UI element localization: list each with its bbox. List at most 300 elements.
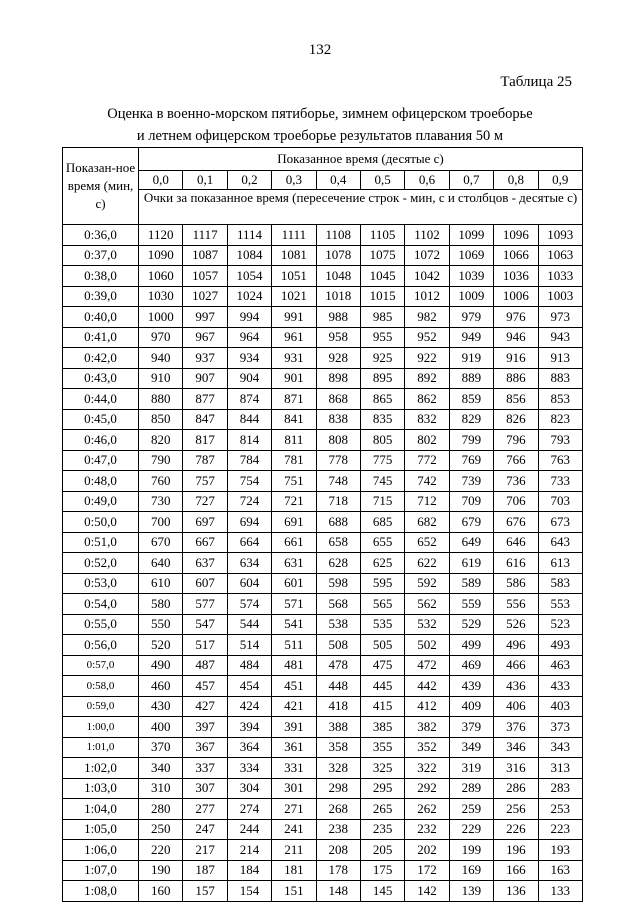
table-row <box>63 307 583 328</box>
score-cell: 352 <box>405 737 449 758</box>
score-cell: 241 <box>272 819 316 840</box>
table-row <box>63 881 583 902</box>
score-cell: 181 <box>272 860 316 881</box>
table-row <box>63 676 583 697</box>
score-cell: 1006 <box>494 286 538 307</box>
time-header: Показанное время (десятые с) <box>139 148 583 171</box>
score-cell: 154 <box>227 881 271 902</box>
row-time-cell: 0:51,0 <box>63 532 139 553</box>
score-cell: 598 <box>316 573 360 594</box>
table-row <box>63 758 583 779</box>
tenths-header-cell: 0,4 <box>316 171 360 190</box>
score-cell: 658 <box>316 532 360 553</box>
score-cell: 706 <box>494 491 538 512</box>
score-cell: 760 <box>139 471 183 492</box>
score-cell: 595 <box>360 573 404 594</box>
score-cell: 943 <box>538 327 583 348</box>
score-cell: 934 <box>227 348 271 369</box>
score-cell: 790 <box>139 450 183 471</box>
row-time-cell: 0:46,0 <box>63 430 139 451</box>
score-cell: 892 <box>405 368 449 389</box>
score-cell: 1105 <box>360 225 404 246</box>
table-row <box>63 717 583 738</box>
score-cell: 652 <box>405 532 449 553</box>
score-cell: 610 <box>139 573 183 594</box>
score-cell: 199 <box>449 840 493 861</box>
score-cell: 433 <box>538 676 583 697</box>
stub-header: Показан-ное время (мин, с) <box>63 148 139 225</box>
row-time-cell: 0:41,0 <box>63 327 139 348</box>
score-cell: 670 <box>139 532 183 553</box>
score-cell: 175 <box>360 860 404 881</box>
score-cell: 364 <box>227 737 271 758</box>
score-cell: 484 <box>227 655 271 676</box>
row-time-cell: 0:44,0 <box>63 389 139 410</box>
score-cell: 865 <box>360 389 404 410</box>
row-time-cell: 0:45,0 <box>63 409 139 430</box>
score-cell: 214 <box>227 840 271 861</box>
row-time-cell: 1:02,0 <box>63 758 139 779</box>
tenths-header-cell: 0,5 <box>360 171 404 190</box>
score-cell: 502 <box>405 635 449 656</box>
table-row <box>63 553 583 574</box>
row-time-cell: 0:47,0 <box>63 450 139 471</box>
score-cell: 751 <box>272 471 316 492</box>
score-cell: 556 <box>494 594 538 615</box>
score-cell: 1099 <box>449 225 493 246</box>
score-cell: 913 <box>538 348 583 369</box>
row-time-cell: 1:08,0 <box>63 881 139 902</box>
score-cell: 1033 <box>538 266 583 287</box>
row-time-cell: 0:53,0 <box>63 573 139 594</box>
score-cell: 715 <box>360 491 404 512</box>
score-cell: 424 <box>227 696 271 717</box>
score-cell: 994 <box>227 307 271 328</box>
score-cell: 331 <box>272 758 316 779</box>
row-time-cell: 0:50,0 <box>63 512 139 533</box>
score-cell: 532 <box>405 614 449 635</box>
score-cell: 160 <box>139 881 183 902</box>
score-cell: 622 <box>405 553 449 574</box>
score-cell: 841 <box>272 409 316 430</box>
score-cell: 796 <box>494 430 538 451</box>
score-cell: 823 <box>538 409 583 430</box>
score-cell: 871 <box>272 389 316 410</box>
score-cell: 724 <box>227 491 271 512</box>
score-cell: 964 <box>227 327 271 348</box>
score-cell: 415 <box>360 696 404 717</box>
score-cell: 247 <box>183 819 227 840</box>
score-cell: 955 <box>360 327 404 348</box>
table-row <box>63 696 583 717</box>
row-time-cell: 1:07,0 <box>63 860 139 881</box>
score-cell: 196 <box>494 840 538 861</box>
score-cell: 250 <box>139 819 183 840</box>
score-cell: 793 <box>538 430 583 451</box>
score-cell: 454 <box>227 676 271 697</box>
score-cell: 496 <box>494 635 538 656</box>
table-row <box>63 819 583 840</box>
score-cell: 631 <box>272 553 316 574</box>
score-cell: 460 <box>139 676 183 697</box>
score-cell: 997 <box>183 307 227 328</box>
score-cell: 1063 <box>538 245 583 266</box>
score-cell: 883 <box>538 368 583 389</box>
score-cell: 178 <box>316 860 360 881</box>
score-cell: 166 <box>494 860 538 881</box>
score-cell: 901 <box>272 368 316 389</box>
table-row <box>63 840 583 861</box>
table-row <box>63 430 583 451</box>
score-cell: 592 <box>405 573 449 594</box>
score-cell: 301 <box>272 778 316 799</box>
score-cell: 571 <box>272 594 316 615</box>
score-cell: 286 <box>494 778 538 799</box>
score-cell: 1057 <box>183 266 227 287</box>
score-cell: 229 <box>449 819 493 840</box>
score-cell: 406 <box>494 696 538 717</box>
score-cell: 1054 <box>227 266 271 287</box>
score-cell: 1027 <box>183 286 227 307</box>
row-time-cell: 0:59,0 <box>63 696 139 717</box>
score-cell: 409 <box>449 696 493 717</box>
table-row <box>63 594 583 615</box>
score-cell: 211 <box>272 840 316 861</box>
score-cell: 265 <box>360 799 404 820</box>
title-line-1: Оценка в военно-морском пятиборье, зимнем офицерском троеборье <box>107 106 533 122</box>
score-cell: 472 <box>405 655 449 676</box>
score-cell: 928 <box>316 348 360 369</box>
score-cell: 988 <box>316 307 360 328</box>
score-cell: 949 <box>449 327 493 348</box>
page-number: 132 <box>308 42 332 58</box>
score-cell: 808 <box>316 430 360 451</box>
score-cell: 547 <box>183 614 227 635</box>
row-time-cell: 0:43,0 <box>63 368 139 389</box>
table-row <box>63 368 583 389</box>
score-cell: 559 <box>449 594 493 615</box>
score-cell: 745 <box>360 471 404 492</box>
table-row <box>63 266 583 287</box>
score-cell: 1009 <box>449 286 493 307</box>
score-cell: 298 <box>316 778 360 799</box>
tenths-header-cell: 0,1 <box>183 171 227 190</box>
score-cell: 1048 <box>316 266 360 287</box>
score-cell: 163 <box>538 860 583 881</box>
score-cell: 550 <box>139 614 183 635</box>
score-cell: 568 <box>316 594 360 615</box>
row-time-cell: 0:48,0 <box>63 471 139 492</box>
score-cell: 187 <box>183 860 227 881</box>
score-cell: 226 <box>494 819 538 840</box>
score-cell: 733 <box>538 471 583 492</box>
score-cell: 493 <box>538 635 583 656</box>
score-cell: 526 <box>494 614 538 635</box>
table-row <box>63 389 583 410</box>
score-cell: 691 <box>272 512 316 533</box>
score-cell: 553 <box>538 594 583 615</box>
score-cell: 601 <box>272 573 316 594</box>
score-cell: 172 <box>405 860 449 881</box>
score-cell: 1087 <box>183 245 227 266</box>
score-cell: 709 <box>449 491 493 512</box>
row-time-cell: 0:52,0 <box>63 553 139 574</box>
table-row <box>63 471 583 492</box>
row-time-cell: 0:58,0 <box>63 676 139 697</box>
tenths-header-cell: 0,0 <box>139 171 183 190</box>
score-cell: 136 <box>494 881 538 902</box>
score-cell: 1117 <box>183 225 227 246</box>
score-cell: 157 <box>183 881 227 902</box>
score-cell: 898 <box>316 368 360 389</box>
table-label: Таблица 25 <box>500 74 572 90</box>
score-cell: 274 <box>227 799 271 820</box>
score-cell: 1012 <box>405 286 449 307</box>
score-cell: 910 <box>139 368 183 389</box>
score-cell: 637 <box>183 553 227 574</box>
score-cell: 565 <box>360 594 404 615</box>
score-cell: 1015 <box>360 286 404 307</box>
score-cell: 877 <box>183 389 227 410</box>
score-cell: 436 <box>494 676 538 697</box>
score-cell: 190 <box>139 860 183 881</box>
score-cell: 217 <box>183 840 227 861</box>
table-row <box>63 573 583 594</box>
score-cell: 712 <box>405 491 449 512</box>
score-cell: 403 <box>538 696 583 717</box>
score-cell: 418 <box>316 696 360 717</box>
score-cell: 754 <box>227 471 271 492</box>
score-cell: 346 <box>494 737 538 758</box>
score-cell: 277 <box>183 799 227 820</box>
score-cell: 778 <box>316 450 360 471</box>
tenths-header-cell: 0,7 <box>449 171 493 190</box>
table-row <box>63 348 583 369</box>
score-cell: 289 <box>449 778 493 799</box>
score-cell: 562 <box>405 594 449 615</box>
score-cell: 577 <box>183 594 227 615</box>
score-cell: 799 <box>449 430 493 451</box>
score-cell: 895 <box>360 368 404 389</box>
score-cell: 1072 <box>405 245 449 266</box>
score-cell: 772 <box>405 450 449 471</box>
score-cell: 766 <box>494 450 538 471</box>
score-cell: 151 <box>272 881 316 902</box>
score-cell: 1108 <box>316 225 360 246</box>
table-row <box>63 225 583 246</box>
score-cell: 349 <box>449 737 493 758</box>
score-cell: 1093 <box>538 225 583 246</box>
score-cell: 643 <box>538 532 583 553</box>
score-cell: 655 <box>360 532 404 553</box>
score-cell: 931 <box>272 348 316 369</box>
score-cell: 985 <box>360 307 404 328</box>
score-cell: 961 <box>272 327 316 348</box>
score-cell: 829 <box>449 409 493 430</box>
score-cell: 310 <box>139 778 183 799</box>
table-row <box>63 799 583 820</box>
score-cell: 580 <box>139 594 183 615</box>
score-cell: 634 <box>227 553 271 574</box>
score-cell: 481 <box>272 655 316 676</box>
score-cell: 1081 <box>272 245 316 266</box>
score-cell: 874 <box>227 389 271 410</box>
score-cell: 511 <box>272 635 316 656</box>
score-cell: 1000 <box>139 307 183 328</box>
score-cell: 769 <box>449 450 493 471</box>
score-cell: 775 <box>360 450 404 471</box>
score-cell: 343 <box>538 737 583 758</box>
row-time-cell: 0:38,0 <box>63 266 139 287</box>
score-cell: 517 <box>183 635 227 656</box>
score-cell: 304 <box>227 778 271 799</box>
score-cell: 697 <box>183 512 227 533</box>
score-cell: 421 <box>272 696 316 717</box>
score-cell: 682 <box>405 512 449 533</box>
score-cell: 1090 <box>139 245 183 266</box>
row-time-cell: 1:01,0 <box>63 737 139 758</box>
score-cell: 802 <box>405 430 449 451</box>
score-cell: 184 <box>227 860 271 881</box>
score-cell: 208 <box>316 840 360 861</box>
score-cell: 817 <box>183 430 227 451</box>
score-cell: 139 <box>449 881 493 902</box>
score-cell: 283 <box>538 778 583 799</box>
score-cell: 838 <box>316 409 360 430</box>
score-cell: 1030 <box>139 286 183 307</box>
score-cell: 1036 <box>494 266 538 287</box>
score-cell: 862 <box>405 389 449 410</box>
score-cell: 844 <box>227 409 271 430</box>
score-cell: 805 <box>360 430 404 451</box>
score-cell: 307 <box>183 778 227 799</box>
tenths-header-cell: 0,9 <box>538 171 583 190</box>
score-cell: 238 <box>316 819 360 840</box>
score-cell: 259 <box>449 799 493 820</box>
score-cell: 1024 <box>227 286 271 307</box>
score-cell: 970 <box>139 327 183 348</box>
score-cell: 727 <box>183 491 227 512</box>
score-cell: 457 <box>183 676 227 697</box>
score-cell: 499 <box>449 635 493 656</box>
score-cell: 757 <box>183 471 227 492</box>
score-cell: 505 <box>360 635 404 656</box>
score-cell: 316 <box>494 758 538 779</box>
row-time-cell: 1:03,0 <box>63 778 139 799</box>
score-cell: 1021 <box>272 286 316 307</box>
score-cell: 649 <box>449 532 493 553</box>
score-cell: 946 <box>494 327 538 348</box>
score-cell: 907 <box>183 368 227 389</box>
score-cell: 589 <box>449 573 493 594</box>
score-cell: 718 <box>316 491 360 512</box>
score-cell: 1039 <box>449 266 493 287</box>
score-cell: 787 <box>183 450 227 471</box>
score-cell: 667 <box>183 532 227 553</box>
score-cell: 520 <box>139 635 183 656</box>
score-cell: 904 <box>227 368 271 389</box>
score-cell: 463 <box>538 655 583 676</box>
row-time-cell: 0:49,0 <box>63 491 139 512</box>
score-cell: 313 <box>538 758 583 779</box>
score-cell: 703 <box>538 491 583 512</box>
score-cell: 523 <box>538 614 583 635</box>
score-cell: 373 <box>538 717 583 738</box>
score-cell: 1084 <box>227 245 271 266</box>
score-cell: 280 <box>139 799 183 820</box>
row-time-cell: 0:57,0 <box>63 655 139 676</box>
table-row <box>63 245 583 266</box>
score-cell: 586 <box>494 573 538 594</box>
row-time-cell: 0:36,0 <box>63 225 139 246</box>
score-cell: 535 <box>360 614 404 635</box>
table-row <box>63 655 583 676</box>
score-cell: 451 <box>272 676 316 697</box>
score-cell: 748 <box>316 471 360 492</box>
score-cell: 628 <box>316 553 360 574</box>
table-row <box>63 860 583 881</box>
table-row <box>63 532 583 553</box>
score-cell: 646 <box>494 532 538 553</box>
score-cell: 478 <box>316 655 360 676</box>
score-cell: 427 <box>183 696 227 717</box>
score-cell: 973 <box>538 307 583 328</box>
score-cell: 1066 <box>494 245 538 266</box>
score-cell: 448 <box>316 676 360 697</box>
score-cell: 694 <box>227 512 271 533</box>
score-cell: 244 <box>227 819 271 840</box>
score-cell: 325 <box>360 758 404 779</box>
score-cell: 967 <box>183 327 227 348</box>
score-cell: 205 <box>360 840 404 861</box>
score-cell: 1042 <box>405 266 449 287</box>
score-cell: 661 <box>272 532 316 553</box>
row-time-cell: 0:39,0 <box>63 286 139 307</box>
row-time-cell: 0:56,0 <box>63 635 139 656</box>
score-cell: 1045 <box>360 266 404 287</box>
score-cell: 271 <box>272 799 316 820</box>
score-cell: 319 <box>449 758 493 779</box>
score-cell: 1069 <box>449 245 493 266</box>
score-cell: 235 <box>360 819 404 840</box>
score-cell: 811 <box>272 430 316 451</box>
score-cell: 328 <box>316 758 360 779</box>
table-row <box>63 614 583 635</box>
tenths-header-row <box>63 171 583 190</box>
score-cell: 937 <box>183 348 227 369</box>
score-cell: 1111 <box>272 225 316 246</box>
score-cell: 919 <box>449 348 493 369</box>
score-cell: 370 <box>139 737 183 758</box>
score-cell: 1060 <box>139 266 183 287</box>
score-cell: 1078 <box>316 245 360 266</box>
score-cell: 574 <box>227 594 271 615</box>
score-cell: 334 <box>227 758 271 779</box>
table-title <box>0 103 640 147</box>
score-cell: 742 <box>405 471 449 492</box>
title-line-2: и летнем офицерском троеборье результатов плавания 50 м <box>136 128 504 144</box>
score-cell: 880 <box>139 389 183 410</box>
score-cell: 625 <box>360 553 404 574</box>
score-cell: 466 <box>494 655 538 676</box>
table-body <box>63 225 583 902</box>
score-cell: 976 <box>494 307 538 328</box>
score-cell: 382 <box>405 717 449 738</box>
score-cell: 739 <box>449 471 493 492</box>
score-cell: 835 <box>360 409 404 430</box>
score-cell: 142 <box>405 881 449 902</box>
score-cell: 394 <box>227 717 271 738</box>
